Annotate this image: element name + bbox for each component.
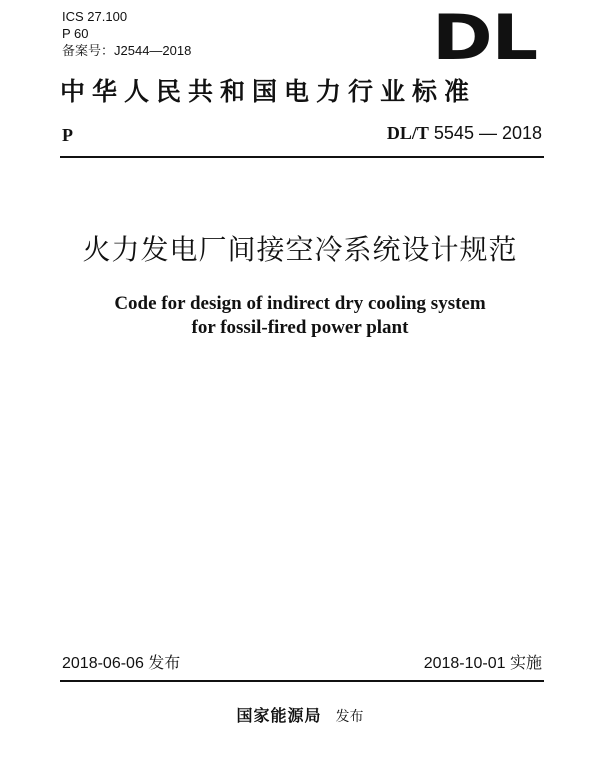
title-english-line-2: for fossil-fired power plant	[191, 317, 409, 338]
top-divider	[60, 156, 544, 158]
title-english	[0, 292, 600, 340]
header-meta	[62, 8, 191, 59]
standard-org-line: 中华人民共和国电力行业标准	[60, 77, 477, 106]
standard-number-value: 5545 — 2018	[433, 123, 542, 143]
record-number: 备案号：J2544—2018	[62, 43, 192, 58]
implementation-date: 2018-10-01 实施	[423, 655, 542, 672]
publisher	[0, 706, 600, 727]
title-chinese: 火力发电厂间接空冷系统设计规范	[82, 233, 518, 266]
issue-date: 2018-06-06 发布	[62, 655, 181, 672]
publisher-verb: 发布	[335, 709, 364, 725]
standard-number-prefix: DL/T	[386, 123, 429, 143]
bottom-divider	[60, 680, 544, 682]
standard-number	[387, 122, 542, 144]
publisher-org: 国家能源局	[236, 706, 322, 725]
title-english-line-1: Code for design of indirect dry cooling system	[114, 293, 486, 314]
classification-letter: P	[62, 125, 73, 145]
dl-logo: DL	[432, 1, 538, 74]
ics-code: ICS 27.100	[62, 9, 128, 24]
ccs-code: P 60	[62, 26, 89, 41]
